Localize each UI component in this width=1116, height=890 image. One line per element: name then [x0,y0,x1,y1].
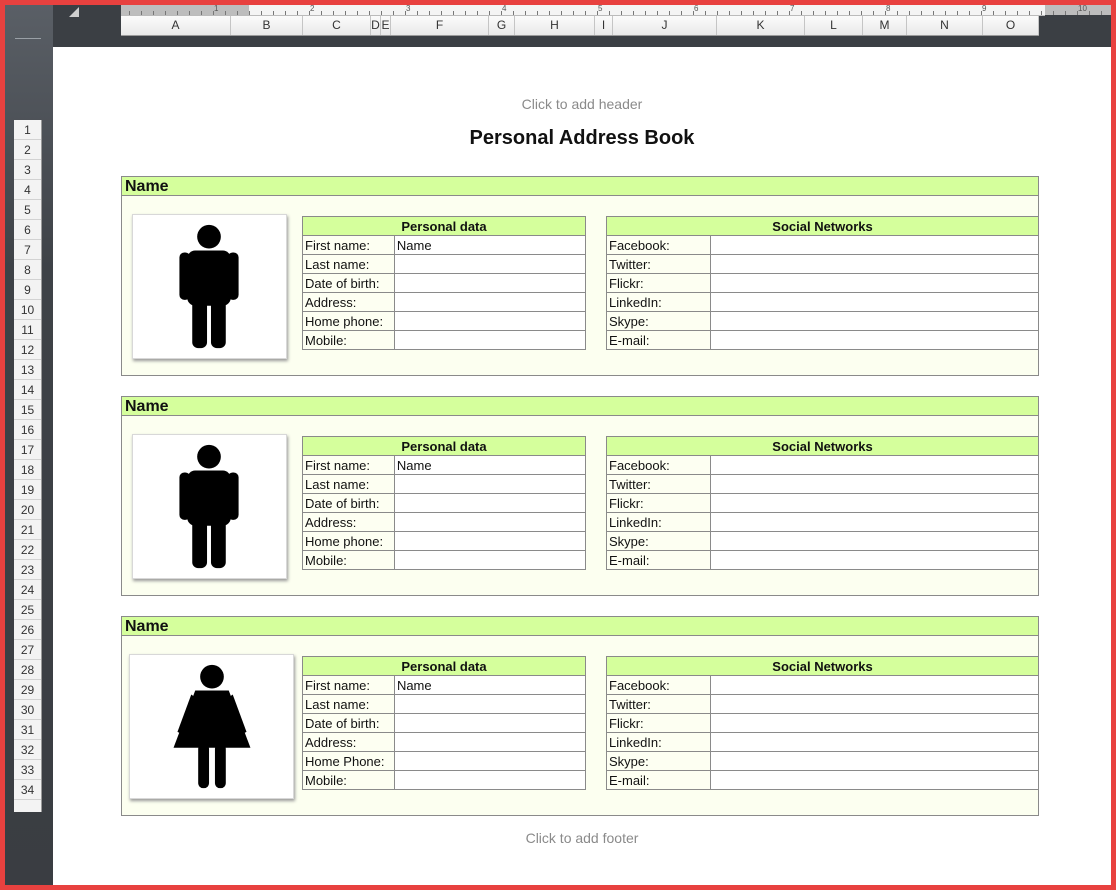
row-header-2[interactable]: 2 [14,140,41,160]
ruler-tick [513,11,514,15]
page-title[interactable]: Personal Address Book [469,127,695,149]
table-row [303,236,586,255]
table-row [303,676,586,695]
table-row [303,695,586,714]
field-value-cell[interactable] [394,733,585,752]
field-label[interactable]: Address: [303,513,395,532]
column-header-l[interactable]: L [805,16,863,35]
field-value-cell[interactable] [394,274,585,293]
row-header-31[interactable]: 31 [14,720,41,740]
row-header-16[interactable]: 16 [14,420,41,440]
field-label[interactable]: LinkedIn: [607,733,711,752]
ruler-tick [897,11,898,15]
table-row [303,551,586,570]
field-label[interactable]: Twitter: [607,475,711,494]
field-value-cell[interactable] [394,532,585,551]
ruler-tick [801,11,802,15]
ruler-tick [717,11,718,15]
card-name-heading[interactable]: Name [122,397,1038,416]
field-label[interactable]: Skype: [607,532,711,551]
table-row [607,733,1039,752]
spreadsheet-window [5,5,1111,885]
address-card [121,396,1039,596]
field-value-cell[interactable] [394,494,585,513]
column-header-k[interactable]: K [717,16,805,35]
ruler-tick [1005,11,1006,15]
field-value-cell[interactable] [710,236,1038,255]
ruler-tick [777,11,778,15]
field-label[interactable]: Flickr: [607,274,711,293]
column-header-g[interactable]: G [489,16,515,35]
row-header-29[interactable]: 29 [14,680,41,700]
ruler-number: 1 [214,5,219,13]
field-label[interactable]: Last name: [303,695,395,714]
ruler-tick [501,11,502,15]
field-value-cell[interactable] [710,714,1038,733]
table-row [303,331,586,350]
ruler-tick [789,11,790,15]
table-row [607,714,1039,733]
column-header-m[interactable]: M [863,16,907,35]
ruler-tick [201,11,202,15]
ruler-tick [273,11,274,15]
field-value-cell[interactable] [710,551,1038,570]
field-label[interactable]: E-mail: [607,771,711,790]
field-value-cell[interactable] [710,293,1038,312]
social-networks-table [606,216,1039,350]
ruler-tick [1101,11,1102,15]
table-row [607,695,1039,714]
ruler-tick [1029,11,1030,15]
field-label[interactable]: Date of birth: [303,714,395,733]
field-value-cell[interactable] [394,331,585,350]
column-header-e[interactable]: E [381,16,391,35]
field-value-cell[interactable] [710,532,1038,551]
ruler-tick [981,11,982,15]
row-header-9[interactable]: 9 [14,280,41,300]
table-row [607,532,1039,551]
row-header-20[interactable]: 20 [14,500,41,520]
row-header-28[interactable]: 28 [14,660,41,680]
ruler-tick [405,11,406,15]
row-header-22[interactable]: 22 [14,540,41,560]
ruler-tick [873,11,874,15]
column-header-i[interactable]: I [595,16,613,35]
row-header-3[interactable]: 3 [14,160,41,180]
field-label[interactable]: Address: [303,733,395,752]
field-label[interactable]: Skype: [607,312,711,331]
field-value-cell[interactable] [710,331,1038,350]
table-row [607,274,1039,293]
ruler-tick [945,11,946,15]
field-label[interactable]: Facebook: [607,676,711,695]
ruler-tick [1065,11,1066,15]
row-header-6[interactable]: 6 [14,220,41,240]
row-header-34[interactable]: 34 [14,780,41,800]
field-value-cell[interactable] [710,274,1038,293]
table-row [607,752,1039,771]
table-row [303,494,586,513]
row-header-33[interactable]: 33 [14,760,41,780]
field-value-cell[interactable] [394,475,585,494]
column-header-b[interactable]: B [231,16,303,35]
table-row [607,551,1039,570]
row-header-17[interactable]: 17 [14,440,41,460]
field-value-cell[interactable] [394,513,585,532]
table-row [303,312,586,331]
table-row [303,293,586,312]
ruler-tick [369,11,370,15]
field-label[interactable]: Flickr: [607,494,711,513]
field-label[interactable]: Last name: [303,475,395,494]
row-header-32[interactable]: 32 [14,740,41,760]
ruler-tick [969,11,970,15]
ruler-number: 8 [886,5,891,13]
social-networks-table-title[interactable]: Social Networks [607,437,1039,456]
table-row [303,456,586,475]
table-row [303,771,586,790]
ruler-tick [1053,11,1054,15]
ruler-tick [153,11,154,15]
ruler-tick [597,11,598,15]
field-value-cell[interactable] [394,255,585,274]
ruler-tick [477,11,478,15]
row-header-7[interactable]: 7 [14,240,41,260]
ruler-tick [549,11,550,15]
ruler-number: 2 [310,5,315,13]
personal-data-table [302,436,586,570]
social-networks-table [606,656,1039,790]
column-header-d[interactable]: D [371,16,381,35]
ruler-tick [693,11,694,15]
field-value-cell[interactable] [394,714,585,733]
ruler-tick [753,11,754,15]
field-value-cell[interactable] [710,752,1038,771]
field-value-cell[interactable] [710,695,1038,714]
table-row [607,293,1039,312]
ruler-tick [933,11,934,15]
field-value-cell[interactable] [710,475,1038,494]
column-header-h[interactable]: H [515,16,595,35]
select-all-corner-icon[interactable] [69,7,79,17]
ruler-tick [537,11,538,15]
field-label[interactable]: Twitter: [607,695,711,714]
field-label[interactable]: Twitter: [607,255,711,274]
man-icon[interactable] [132,214,287,359]
ruler-tick [429,11,430,15]
field-label[interactable]: Mobile: [303,771,395,790]
ruler-tick [381,11,382,15]
field-value-cell[interactable] [710,733,1038,752]
social-networks-table [606,436,1039,570]
ruler-tick [465,11,466,15]
ruler-tick [741,11,742,15]
ruler-tick [261,11,262,15]
field-label[interactable]: LinkedIn: [607,513,711,532]
ruler-tick [645,11,646,15]
ruler-tick [417,11,418,15]
ruler-tick [573,11,574,15]
ruler-tick [813,11,814,15]
ruler-tick [657,11,658,15]
personal-data-table [302,656,586,790]
table-row [607,494,1039,513]
ruler-tick [333,11,334,15]
ruler-number: 5 [598,5,603,13]
field-value-cell[interactable] [710,494,1038,513]
table-row [303,752,586,771]
field-value-cell[interactable] [394,293,585,312]
ruler-tick [453,11,454,15]
table-row [607,676,1039,695]
ruler-tick [165,11,166,15]
ruler-tick [357,11,358,15]
row-header-11[interactable]: 11 [14,320,41,340]
ruler-tick [861,11,862,15]
man-silhouette [133,435,286,578]
ruler-number: 9 [982,5,987,13]
field-value-cell[interactable]: Name [394,456,585,475]
row-header-12[interactable]: 12 [14,340,41,360]
row-header-30[interactable]: 30 [14,700,41,720]
page [53,47,1111,885]
woman-icon[interactable] [129,654,294,799]
ruler-tick [345,11,346,15]
field-value-cell[interactable] [710,255,1038,274]
ruler-tick [189,11,190,15]
field-label[interactable]: E-mail: [607,331,711,350]
ruler-tick [177,11,178,15]
card-name-heading[interactable]: Name [122,177,1038,196]
field-label[interactable]: Home Phone: [303,752,395,771]
ruler-tick [1017,11,1018,15]
field-label[interactable]: E-mail: [607,551,711,570]
field-label[interactable]: Last name: [303,255,395,274]
field-label[interactable]: First name: [303,456,395,475]
field-value-cell[interactable] [394,551,585,570]
row-header-21[interactable]: 21 [14,520,41,540]
column-header-f[interactable]: F [391,16,489,35]
ruler-tick [129,11,130,15]
table-row [303,532,586,551]
field-value-cell[interactable]: Name [394,236,585,255]
column-header-j[interactable]: J [613,16,717,35]
row-header-18[interactable]: 18 [14,460,41,480]
table-row [303,475,586,494]
ruler-tick [885,11,886,15]
ruler-tick [321,11,322,15]
field-label[interactable]: LinkedIn: [607,293,711,312]
ruler-tick [393,11,394,15]
row-header-4[interactable]: 4 [14,180,41,200]
ruler-tick [441,11,442,15]
row-header-8[interactable]: 8 [14,260,41,280]
field-value-cell[interactable] [394,312,585,331]
field-label[interactable]: Date of birth: [303,494,395,513]
column-header-a[interactable]: A [121,16,231,35]
field-value-cell[interactable] [710,771,1038,790]
personal-data-table [302,216,586,350]
ruler-tick [249,11,250,15]
ruler-tick [213,11,214,15]
field-value-cell[interactable]: Name [394,676,585,695]
row-header-15[interactable]: 15 [14,400,41,420]
ruler-tick [909,11,910,15]
horizontal-ruler[interactable] [121,5,1087,16]
field-label[interactable]: Home phone: [303,532,395,551]
table-row [607,475,1039,494]
personal-data-table-title[interactable]: Personal data [303,437,586,456]
ruler-tick [765,11,766,15]
man-icon[interactable] [132,434,287,579]
column-header-n[interactable]: N [907,16,983,35]
ruler-number: 3 [406,5,411,13]
row-header-5[interactable]: 5 [14,200,41,220]
ruler-tick [957,11,958,15]
address-card [121,616,1039,816]
row-header-25[interactable]: 25 [14,600,41,620]
ruler-tick [921,11,922,15]
ruler-tick [489,11,490,15]
table-row [607,255,1039,274]
row-header-10[interactable]: 10 [14,300,41,320]
column-header-o[interactable]: O [983,16,1039,35]
ruler-tick [621,11,622,15]
field-label[interactable]: Date of birth: [303,274,395,293]
row-header-23[interactable]: 23 [14,560,41,580]
ruler-tick [309,11,310,15]
ruler-number: 7 [790,5,795,13]
field-label[interactable]: Facebook: [607,236,711,255]
social-networks-table-title[interactable]: Social Networks [607,657,1039,676]
field-label[interactable]: First name: [303,236,395,255]
row-header-26[interactable]: 26 [14,620,41,640]
field-label[interactable]: Address: [303,293,395,312]
ruler-tick [609,11,610,15]
field-label[interactable]: Flickr: [607,714,711,733]
ruler-tick [237,11,238,15]
ruler-tick [1041,11,1042,15]
table-row [607,236,1039,255]
table-row [607,456,1039,475]
field-value-cell[interactable] [394,752,585,771]
field-value-cell[interactable] [710,676,1038,695]
ruler-tick [837,11,838,15]
ruler-tick [285,11,286,15]
social-networks-table-title[interactable]: Social Networks [607,217,1039,236]
field-label[interactable]: Mobile: [303,331,395,350]
ruler-tick [561,11,562,15]
personal-data-table-title[interactable]: Personal data [303,657,586,676]
table-row [607,331,1039,350]
field-value-cell[interactable] [710,312,1038,331]
ruler-tick [705,11,706,15]
ruler-tick [849,11,850,15]
personal-data-table-title[interactable]: Personal data [303,217,586,236]
ruler-tick [141,11,142,15]
ruler-tick [729,11,730,15]
field-label[interactable]: Facebook: [607,456,711,475]
ruler-tick [1077,11,1078,15]
table-row [303,255,586,274]
row-header-1[interactable]: 1 [14,120,41,140]
field-value-cell[interactable] [710,513,1038,532]
header-placeholder[interactable]: Click to add header [521,96,643,112]
ruler-number: 6 [694,5,699,13]
row-header-24[interactable]: 24 [14,580,41,600]
table-row [303,513,586,532]
woman-silhouette [130,655,293,798]
ruler-tick [297,11,298,15]
column-header-c[interactable]: C [303,16,371,35]
column-headers [121,16,1039,36]
table-row [607,312,1039,331]
man-silhouette [133,215,286,358]
field-value-cell[interactable] [710,456,1038,475]
table-row [607,771,1039,790]
field-value-cell[interactable] [394,771,585,790]
field-value-cell[interactable] [394,695,585,714]
table-row [303,733,586,752]
ruler-tick [993,11,994,15]
ruler-tick [681,11,682,15]
ruler-number: 10 [1078,5,1087,13]
field-label[interactable]: Home phone: [303,312,395,331]
row-header-14[interactable]: 14 [14,380,41,400]
ruler-tick [525,11,526,15]
table-row [303,714,586,733]
table-row [303,274,586,293]
ruler-tick [669,11,670,15]
address-card [121,176,1039,376]
field-label[interactable]: First name: [303,676,395,695]
row-header-19[interactable]: 19 [14,480,41,500]
ruler-tick [825,11,826,15]
field-label[interactable]: Mobile: [303,551,395,570]
row-header-27[interactable]: 27 [14,640,41,660]
card-name-heading[interactable]: Name [122,617,1038,636]
row-headers [14,120,42,812]
ruler-number: 4 [502,5,507,13]
row-header-13[interactable]: 13 [14,360,41,380]
ruler-tick [1089,11,1090,15]
ruler-tick [225,11,226,15]
table-row [607,513,1039,532]
field-label[interactable]: Skype: [607,752,711,771]
ruler-tick [633,11,634,15]
ruler-tick [585,11,586,15]
footer-placeholder[interactable]: Click to add footer [525,830,639,846]
